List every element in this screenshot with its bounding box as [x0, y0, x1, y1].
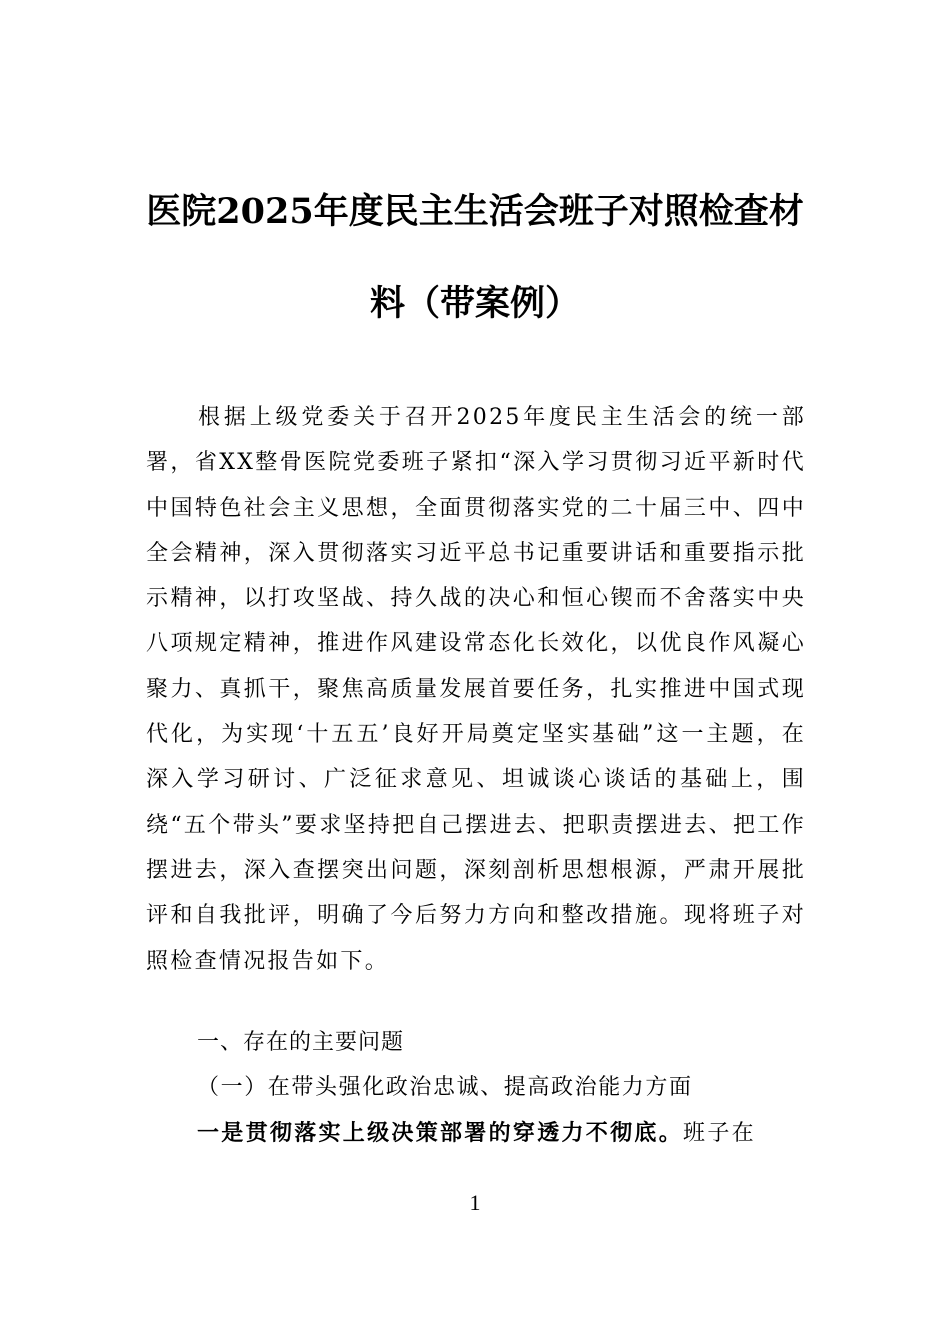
intro-paragraph: 根据上级党委关于召开2025年度民主生活会的统一部署，省XX整骨医院党委班子紧扣“深入学习贯彻习近平新时代中国特色社会主义思想，全面贯彻落实党的二十届三中、四中全会精神，深入贯彻落实习近平总书记重要讲话和重要指示批示精神，以打攻坚战、持久战的决心和恒心锲而不舍落实中央八项规定精神，推进作风建设常态化长效化，以优良作风凝心聚力、真抓干，聚焦高质量发展首要任务，扎实推进中国式现代化，为实现‘十五五’良好开局奠定坚实基础”这一主题，在深入学习研讨、广泛征求意见、坦诚谈心谈话的基础上，围绕“五个带头”要求坚持把自己摆进去、把职责摆进去、把工作摆进去，深入查摆突出问题，深刻剖析思想根源，严肃开展批评和自我批评，明确了今后努力方向和整改措施。现将班子对照检查情况报告如下。: [146, 405, 806, 974]
title-line-1: 医院2025年度民主生活会班子对照检查材: [146, 191, 804, 232]
document-title: [120, 166, 830, 350]
section-heading: 一、存在的主要问题: [197, 1030, 405, 1055]
page-number: 1: [469, 1190, 481, 1215]
point-bold-text: 一是贯彻落实上级决策部署的穿透力不彻底。: [197, 1120, 684, 1146]
point-line: [197, 1111, 756, 1156]
subsection-heading: （一）在带头强化政治忠诚、提高政治能力方面: [197, 1075, 693, 1100]
title-line-2: 料（带案例）: [369, 283, 580, 324]
body-text: [146, 395, 806, 984]
point-text: 班子在: [683, 1121, 756, 1146]
